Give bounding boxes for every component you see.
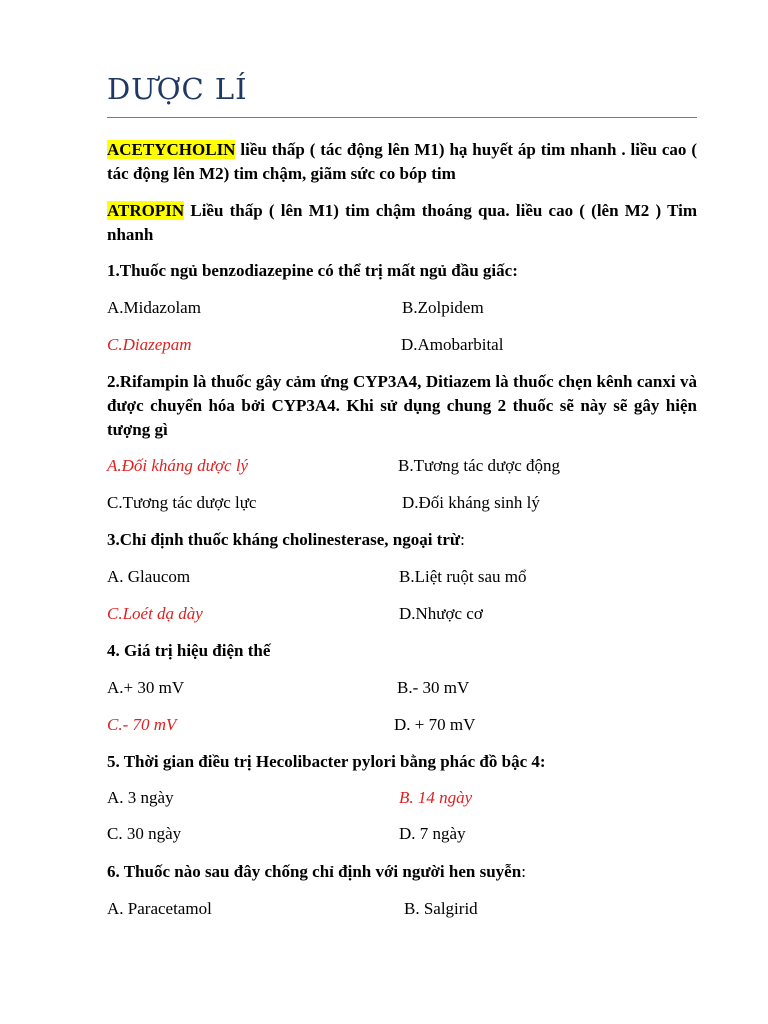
q3-option-d: D.Nhược cơ (399, 604, 483, 623)
q5-option-a: A. 3 ngày (107, 788, 174, 807)
q2-option-c: C.Tương tác dược lực (107, 493, 257, 512)
q5-option-c: C. 30 ngày (107, 824, 182, 843)
question-6-colon: : (521, 862, 526, 881)
q2-option-b: B.Tương tác dược động (398, 456, 560, 475)
q6-option-a: A. Paracetamol (107, 899, 212, 918)
question-4: 4. Giá trị hiệu điện thế (107, 641, 271, 660)
q2-option-d: D.Đối kháng sinh lý (402, 493, 540, 512)
keyword-highlight: ACETYCHOLIN (107, 140, 236, 159)
q4-option-c-answer: C.- 70 mV (107, 715, 177, 734)
q4-option-a: A.+ 30 mV (107, 678, 185, 697)
q1-option-c-answer: C.Diazepam (107, 335, 192, 354)
question-3 (107, 528, 697, 552)
question-1: 1.Thuốc ngủ benzodiazepine có thể trị mất ngủ đầu giấc: (107, 261, 518, 280)
question-6 (107, 860, 697, 884)
note-atropin (107, 199, 697, 247)
q4-option-d: D. + 70 mV (394, 715, 476, 734)
q4-option-b: B.- 30 mV (397, 678, 470, 697)
q1-option-d: D.Amobarbital (401, 335, 504, 354)
q2-option-a-answer: A.Đối kháng dược lý (107, 456, 249, 475)
q3-option-c-answer: C.Loét dạ dày (107, 604, 203, 623)
note-acetycholin (107, 138, 697, 186)
q3-option-a: A. Glaucom (107, 567, 191, 586)
q6-option-b: B. Salgirid (404, 899, 478, 918)
page-title: DƯỢC LÍ (107, 72, 248, 106)
question-3-colon: : (460, 530, 465, 549)
q1-option-b: B.Zolpidem (402, 298, 484, 317)
q1-option-a: A.Midazolam (107, 298, 201, 317)
question-3-text: 3.Chỉ định thuốc kháng cholinesterase, ngoại trừ (107, 530, 461, 549)
question-2: 2.Rifampin là thuốc gây cảm ứng CYP3A4, Ditiazem là thuốc chẹn kênh canxi và được chuyển hóa bởi CYP3A4. Khi sử dụng chung 2 thuốc sẽ này sẽ gây hiện tượng gì (107, 372, 697, 439)
question-5: 5. Thời gian điều trị Hecolibacter pylori bằng phác đồ bậc 4: (107, 752, 546, 771)
keyword-highlight: ATROPIN (107, 201, 185, 220)
title-underline (107, 117, 697, 118)
q3-option-b: B.Liệt ruột sau mổ (399, 567, 527, 586)
question-6-text: 6. Thuốc nào sau đây chống chỉ định với người hen suyễn (107, 862, 522, 881)
q5-option-d: D. 7 ngày (399, 824, 466, 843)
q5-option-b-answer: B. 14 ngày (399, 788, 473, 807)
note-text: liều thấp ( tác động lên M1) hạ huyết áp tim nhanh . liều cao ( tác động lên M2) tim chậm, giãm sức co bóp tim (107, 140, 697, 183)
note-text: Liều thấp ( lên M1) tim chậm thoáng qua. liều cao ( (lên M2 ) Tim nhanh (107, 201, 697, 244)
